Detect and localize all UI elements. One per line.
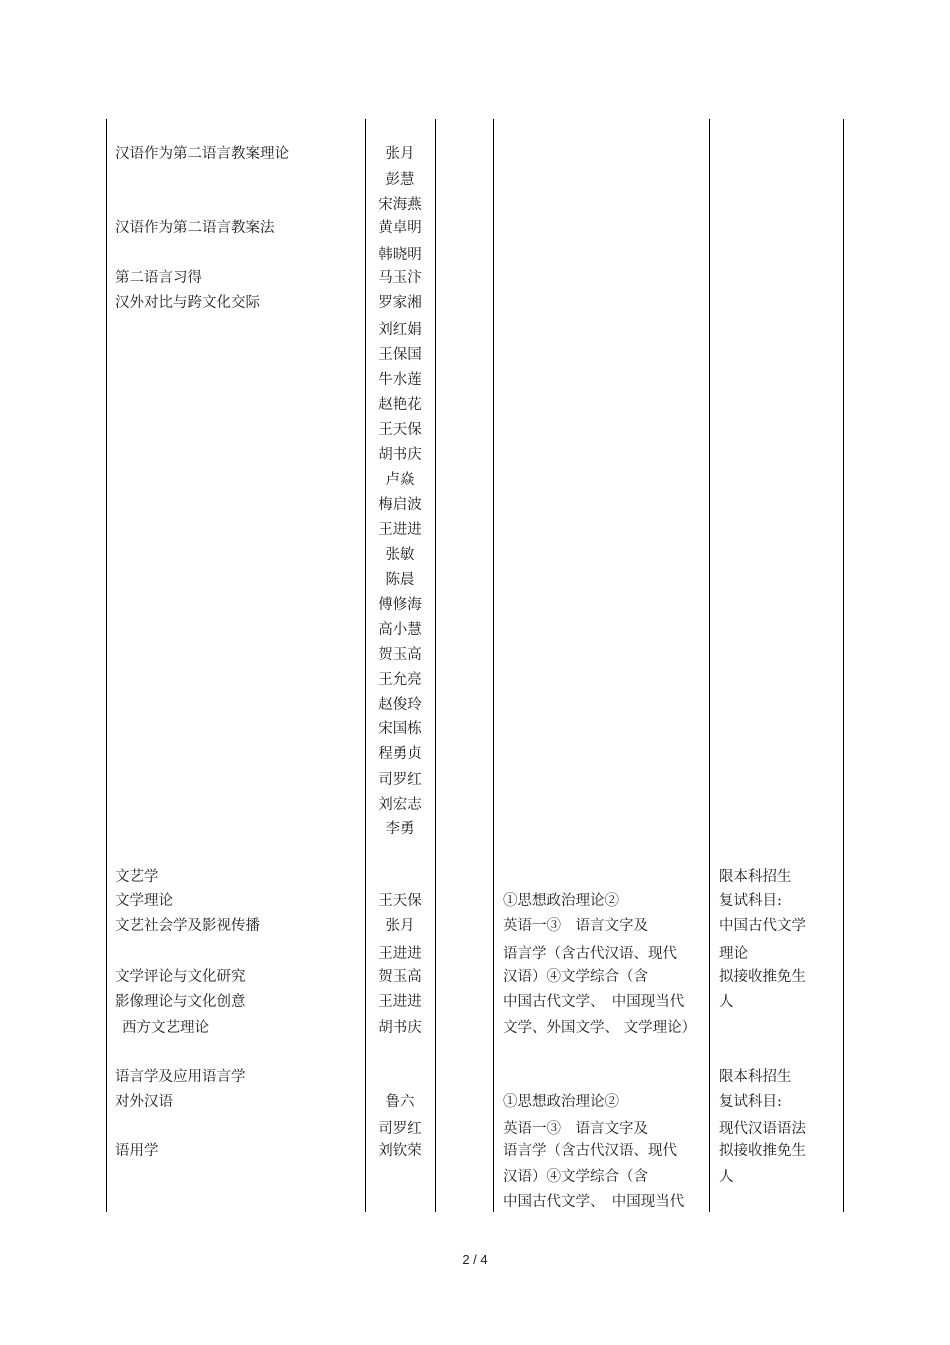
exam-subjects-line: 英语一③ 语言文字及	[503, 1121, 648, 1137]
supervisor-name: 程勇贞	[378, 746, 422, 762]
supervisor-name: 陈晨	[385, 572, 415, 588]
supervisor-name: 刘红娟	[378, 322, 422, 338]
research-direction: 文学评论与文化研究	[115, 969, 246, 985]
remarks-line: 限本科招生	[719, 869, 792, 885]
supervisor-name: 高小慧	[378, 622, 422, 638]
remarks-line: 拟接收推免生	[719, 969, 806, 985]
supervisor-name: 王允亮	[378, 672, 422, 688]
supervisor-name: 宋海燕	[378, 197, 422, 213]
supervisor-name: 贺玉高	[378, 647, 422, 663]
supervisor-name: 贺玉高	[378, 969, 422, 985]
table-divider-2	[435, 119, 436, 1212]
supervisor-name: 彭慧	[385, 172, 415, 188]
research-direction: 汉语作为第二语言教案法	[115, 220, 275, 236]
supervisor-name: 王天保	[378, 422, 422, 438]
supervisor-name: 李勇	[385, 821, 415, 837]
remarks-line: 现代汉语语法	[719, 1121, 806, 1137]
exam-subjects-line: ①思想政治理论②	[503, 893, 619, 909]
research-direction: 第二语言习得	[115, 270, 202, 286]
supervisor-name: 韩晓明	[378, 247, 422, 263]
remarks-line: 人	[719, 994, 734, 1010]
supervisor-name: 刘钦荣	[378, 1143, 422, 1159]
remarks-line: 限本科招生	[719, 1069, 792, 1085]
exam-subjects-line: 汉语）④文学综合（含	[503, 1169, 648, 1185]
supervisor-name: 梅启波	[378, 497, 422, 513]
supervisor-name: 宋国栋	[378, 721, 422, 737]
table-divider-4	[709, 119, 710, 1212]
supervisor-name: 司罗红	[378, 772, 422, 788]
supervisor-name: 王天保	[378, 893, 422, 909]
table-border-left	[106, 119, 107, 1212]
supervisor-name: 赵俊玲	[378, 697, 422, 713]
supervisor-name: 牛水莲	[378, 372, 422, 388]
remarks-line: 人	[719, 1169, 734, 1185]
research-direction: 语用学	[115, 1143, 159, 1159]
remarks-line: 复试科目:	[719, 893, 782, 909]
exam-subjects-line: 语言学（含古代汉语、现代	[503, 1143, 677, 1159]
supervisor-name: 马玉汴	[378, 270, 422, 286]
supervisor-name: 赵艳花	[378, 397, 422, 413]
table-border-right	[843, 119, 844, 1212]
research-direction: 语言学及应用语言学	[115, 1069, 246, 1085]
supervisor-name: 卢焱	[385, 472, 415, 488]
exam-subjects-line: 英语一③ 语言文字及	[503, 918, 648, 934]
research-direction: 汉外对比与跨文化交际	[115, 295, 260, 311]
research-direction: 文学理论	[115, 893, 173, 909]
supervisor-name: 傅修海	[378, 597, 422, 613]
research-direction: 汉语作为第二语言教案理论	[115, 146, 289, 162]
research-direction: 西方文艺理论	[122, 1020, 209, 1036]
remarks-line: 拟接收推免生	[719, 1143, 806, 1159]
exam-subjects-line: 汉语）④文学综合（含	[503, 969, 648, 985]
supervisor-name: 胡书庆	[378, 447, 422, 463]
remarks-line: 理论	[719, 946, 748, 962]
page-number: 2 / 4	[462, 1252, 488, 1267]
table-divider-3	[493, 119, 494, 1212]
remarks-line: 中国古代文学	[719, 918, 806, 934]
supervisor-name: 罗家湘	[378, 295, 422, 311]
supervisor-name: 王进进	[378, 946, 422, 962]
supervisor-name: 司罗红	[378, 1121, 422, 1137]
supervisor-name: 张月	[385, 146, 415, 162]
research-direction: 文艺学	[115, 869, 159, 885]
supervisor-name: 王进进	[378, 994, 422, 1010]
research-direction: 对外汉语	[115, 1094, 173, 1110]
supervisor-name: 鲁六	[385, 1094, 415, 1110]
supervisor-name: 刘宏志	[378, 797, 422, 813]
supervisor-name: 胡书庆	[378, 1020, 422, 1036]
research-direction: 影像理论与文化创意	[115, 994, 246, 1010]
exam-subjects-line: 中国古代文学、 中国现当代	[503, 994, 685, 1010]
supervisor-name: 王进进	[378, 522, 422, 538]
supervisor-name: 张月	[385, 918, 415, 934]
supervisor-name: 黄卓明	[378, 220, 422, 236]
research-direction: 文艺社会学及影视传播	[115, 918, 260, 934]
remarks-line: 复试科目:	[719, 1094, 782, 1110]
exam-subjects-line: 语言学（含古代汉语、现代	[503, 946, 677, 962]
exam-subjects-line: ①思想政治理论②	[503, 1094, 619, 1110]
supervisor-name: 王保国	[378, 347, 422, 363]
exam-subjects-line: 文学、外国文学、 文学理论）	[503, 1020, 697, 1036]
exam-subjects-line: 中国古代文学、 中国现当代	[503, 1194, 685, 1210]
supervisor-name: 张敏	[385, 547, 415, 563]
